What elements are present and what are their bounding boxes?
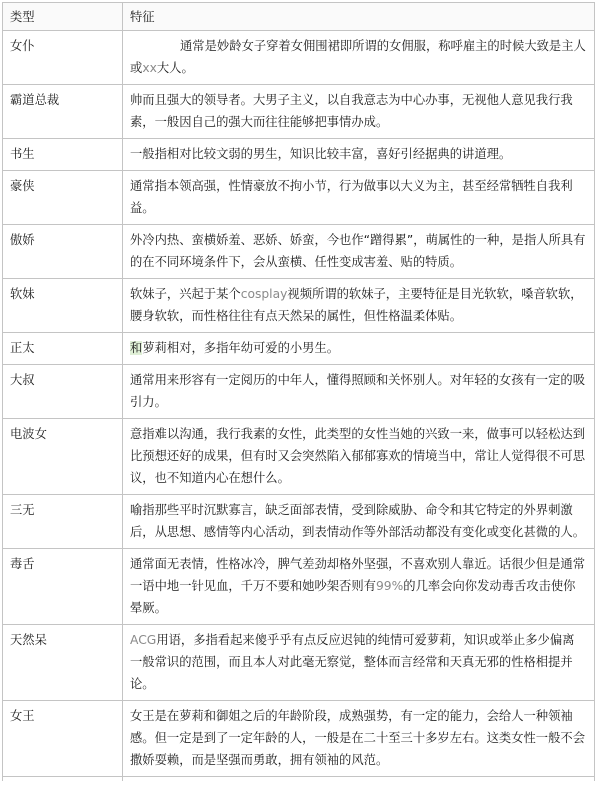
table-row	[3, 31, 595, 85]
table-body	[3, 3, 595, 782]
feature-cell	[123, 365, 595, 419]
character-traits-table	[2, 2, 595, 781]
text-span: 视频所谓的软妹子，主要特征是目光软软，嗓音软软，腰身软软，而性格往往有点天然呆的属性，但性格温柔体贴。	[130, 287, 583, 323]
table-row	[3, 365, 595, 419]
type-cell: 傲娇	[3, 225, 123, 279]
table-row	[3, 419, 595, 495]
text-span: 女王是在萝莉和御姐之后的年龄阶段，成熟强势，有一定的能力，会给人一种领袖感。但一定是到了一定年龄的人，一般是在二十至三十多岁左右。这类女性一般不会撒娇耍赖，而是坚强而勇敢，拥有领袖的风范。	[130, 709, 585, 767]
latin-text-span: cosplay	[240, 287, 288, 301]
type-cell: 女王	[3, 701, 123, 777]
type-cell	[3, 777, 123, 782]
table-header-row	[3, 3, 595, 31]
table-row	[3, 495, 595, 549]
text-span: 一般指相对比较文弱的男生，知识比较丰富，喜好引经据典的讲道理。	[130, 147, 512, 161]
text-span: 意指难以沟通，我行我素的女性，此类型的女性当她的兴致一来，做事可以轻松达到比预想还好的成果，但有时又会突然陷入郁郁寡欢的情境当中，常让人觉得很不可思议，也不知道内心在想什么。	[130, 427, 585, 485]
text-span: 通常是妙龄女子穿着女佣围裙即所谓的女佣服，称呼雇主的时候大致是主人或	[130, 39, 586, 75]
text-span: 通常用来形容有一定阅历的中年人，懂得照顾和关怀别人。对年轻的女孩有一定的吸引力。	[130, 373, 585, 409]
table-row	[3, 85, 595, 139]
type-cell: 书生	[3, 139, 123, 171]
header-type-cell: 类型	[3, 3, 123, 31]
table-row	[3, 279, 595, 333]
text-span: 萝莉相对，多指年幼可爱的小男生。	[142, 341, 340, 355]
type-cell: 霸道总裁	[3, 85, 123, 139]
traits-table-container	[2, 2, 595, 781]
latin-text-span: 99%	[375, 579, 404, 593]
latin-text-span: xx	[142, 61, 157, 75]
text-span: 外冷内热、蛮横娇羞、恶娇、娇蛮，今也作“蹭得累”，萌属性的一种，是指人所具有的在不同环境条件下，会从蛮横、任性变成害羞、贴的特质。	[130, 233, 586, 269]
type-cell: 天然呆	[3, 625, 123, 701]
feature-cell	[123, 495, 595, 549]
type-cell: 三无	[3, 495, 123, 549]
type-cell: 大叔	[3, 365, 123, 419]
type-cell: 豪侠	[3, 171, 123, 225]
feature-cell	[123, 419, 595, 495]
latin-text-span: ACG	[130, 633, 157, 647]
type-cell: 毒舌	[3, 549, 123, 625]
table-row	[3, 139, 595, 171]
highlighted-text-span: 和	[130, 341, 143, 355]
header-feature-cell: 特征	[123, 3, 595, 31]
feature-cell	[123, 549, 595, 625]
text-span: 通常指本领高强，性情豪放不拘小节，行为做事以大义为主，甚至经常牺牲自我利益。	[130, 179, 573, 215]
feature-cell	[123, 701, 595, 777]
feature-cell	[123, 279, 595, 333]
type-cell: 软妹	[3, 279, 123, 333]
table-row	[3, 625, 595, 701]
text-span: 帅而且强大的领导者。大男子主义，以自我意志为中心办事，无视他人意见我行我素，一般因自己的强大而往往能够把事情办成。	[130, 93, 573, 129]
text-span: 的几率会向你发动毒舌攻击使你晕厥。	[130, 579, 576, 615]
text-span: 软妹子，兴起于某个	[130, 287, 241, 301]
table-row	[3, 225, 595, 279]
type-cell: 女仆	[3, 31, 123, 85]
feature-cell	[123, 31, 595, 85]
text-span: 用语，多指看起来傻乎乎有点反应迟钝的纯情可爱萝莉，知识或举止多少偏离一般常识的范围，而且本人对此毫无察觉，整体而言经常和天真无邪的性格相提并论。	[130, 633, 575, 691]
feature-cell	[123, 225, 595, 279]
text-span: 喻指那些平时沉默寡言，缺乏面部表情，受到除威胁、命令和其它特定的外界刺激后，从思想、感情等内心活动，到表情动作等外部活动都没有变化或变化甚微的人。	[130, 503, 585, 539]
feature-cell	[123, 85, 595, 139]
type-cell: 正太	[3, 333, 123, 365]
text-span: 大人。	[156, 61, 194, 75]
text-span: 通常面无表情，性格冰冷，脾气差劲却格外坚强，不喜欢别人靠近。话很少但是通常一语中地一针见血，千万不要和她吵架否则有	[130, 557, 585, 593]
type-cell: 电波女	[3, 419, 123, 495]
feature-cell	[123, 777, 595, 782]
feature-cell	[123, 625, 595, 701]
table-row-continuation	[3, 777, 595, 782]
table-row	[3, 549, 595, 625]
table-row	[3, 333, 595, 365]
feature-cell	[123, 171, 595, 225]
feature-cell	[123, 333, 595, 365]
feature-cell	[123, 139, 595, 171]
table-row	[3, 171, 595, 225]
table-row	[3, 701, 595, 777]
